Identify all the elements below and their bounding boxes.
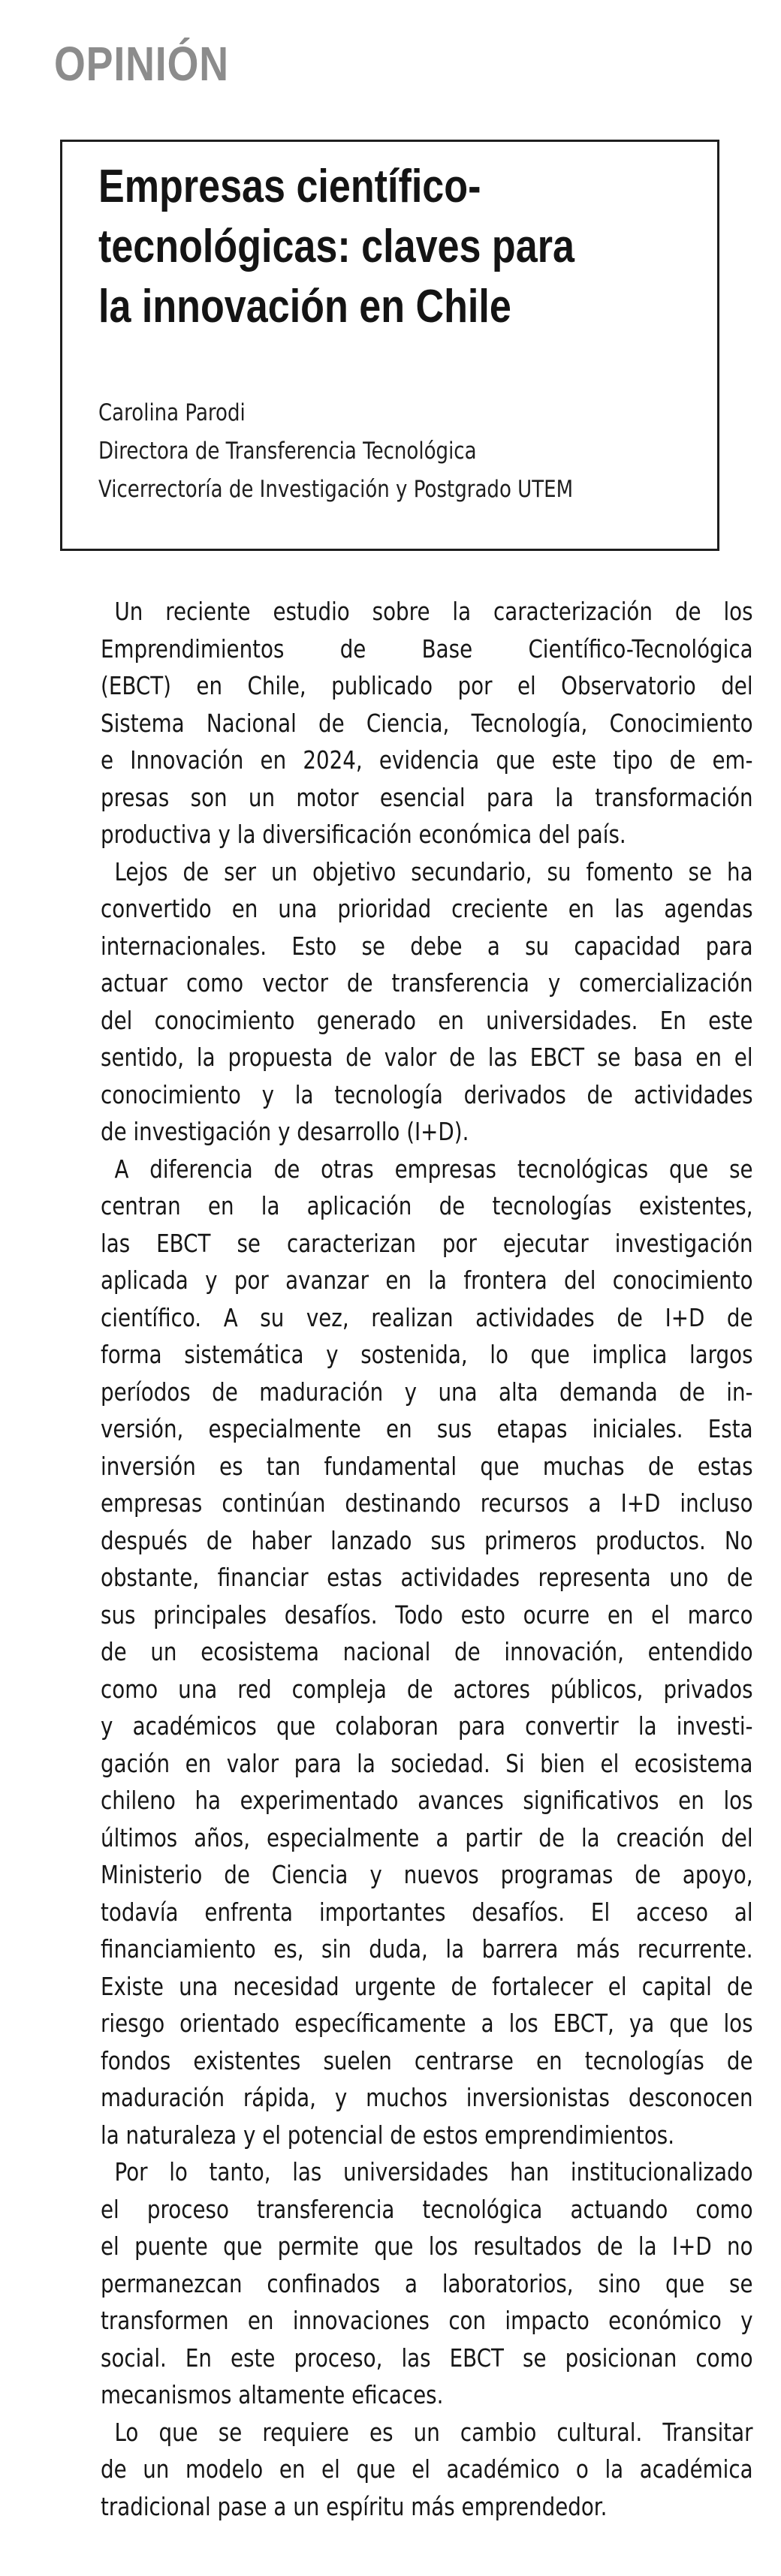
paragraph-line: Por lo tanto, las universidades han institucionalizado xyxy=(114,2157,753,2186)
paragraph-line: riesgo orientado específicamente a los EBCT, ya que los xyxy=(101,2009,753,2038)
paragraph-line: aplicada y por avanzar en la frontera del conocimiento xyxy=(101,1265,753,1295)
headline-line: Empresas científico- xyxy=(98,161,481,212)
paragraph-line: Sistema Nacional de Ciencia, Tecnología, Conocimiento xyxy=(101,708,753,738)
paragraph-line: el proceso transferencia tecnológica actuando como xyxy=(101,2194,753,2224)
paragraph-line: internacionales. Esto se debe a su capacidad para xyxy=(101,931,753,961)
paragraph-line: versión, especialmente en sus etapas iniciales. Esta xyxy=(101,1414,753,1443)
headline-box xyxy=(60,140,719,551)
paragraph-line: del conocimiento generado en universidades. En este xyxy=(101,1005,753,1035)
paragraph-line: centran en la aplicación de tecnologías existentes, xyxy=(101,1191,753,1220)
section-label: OPINIÓN xyxy=(54,37,229,91)
paragraph-line: el puente que permite que los resultados de la I+D no xyxy=(101,2231,753,2261)
paragraph-line: presas son un motor esencial para la transformación xyxy=(101,782,753,812)
byline xyxy=(98,394,704,509)
paragraph-line: Lejos de ser un objetivo secundario, su fomento se ha xyxy=(114,856,753,886)
body-paragraph xyxy=(101,853,753,1151)
article-headline xyxy=(98,157,679,337)
author-role: Directora de Transferencia Tecnológica xyxy=(98,438,477,465)
paragraph-line: Ministerio de Ciencia y nuevos programas de apoyo, xyxy=(101,1860,753,1889)
paragraph-line: empresas continúan destinando recursos a I+D incluso xyxy=(101,1488,753,1518)
paragraph-line: Existe una necesidad urgente de fortalecer el capital de xyxy=(101,1971,753,2001)
paragraph-line: convertido en una prioridad creciente en las agendas xyxy=(101,894,753,923)
body-paragraph xyxy=(101,1151,753,2154)
paragraph-line: sentido, la propuesta de valor de las EBCT se basa en el xyxy=(101,1043,753,1072)
paragraph-line: de un ecosistema nacional de innovación, entendido xyxy=(101,1637,753,1666)
paragraph-line: como una red compleja de actores públicos, privados xyxy=(101,1674,753,1704)
paragraph-line: chileno ha experimentado avances significativos en los xyxy=(101,1786,753,1815)
article-body xyxy=(101,593,753,2525)
paragraph-line: productiva y la diversificación económica del país. xyxy=(101,820,626,849)
paragraph-line: de un modelo en el que el académico o la académica xyxy=(101,2454,753,2484)
paragraph-line: tradicional pase a un espíritu más emprendedor. xyxy=(101,2491,608,2521)
paragraph-line: conocimiento y la tecnología derivados de actividades xyxy=(101,1079,753,1109)
body-paragraph xyxy=(101,2153,753,2414)
body-paragraph xyxy=(101,2414,753,2526)
paragraph-line: A diferencia de otras empresas tecnológicas que se xyxy=(114,1154,753,1184)
paragraph-line: fondos existentes suelen centrarse en tecnologías de xyxy=(101,2045,753,2075)
paragraph-line: las EBCT se caracterizan por ejecutar investigación xyxy=(101,1228,753,1258)
author-affiliation: Vicerrectoría de Investigación y Postgrado UTEM xyxy=(98,476,574,503)
paragraph-line: científico. A su vez, realizan actividades de I+D de xyxy=(101,1302,753,1332)
paragraph-line: Emprendimientos de Base Científico-Tecnológica xyxy=(101,633,753,664)
author-name: Carolina Parodi xyxy=(98,399,246,426)
paragraph-line: actuar como vector de transferencia y comercialización xyxy=(101,968,753,998)
paragraph-line: gación en valor para la sociedad. Si bien el ecosistema xyxy=(101,1748,753,1778)
paragraph-line: todavía enfrenta importantes desafíos. El acceso al xyxy=(101,1897,753,1927)
paragraph-line: inversión es tan fundamental que muchas de estas xyxy=(101,1451,753,1481)
paragraph-line: permanezcan confinados a laboratorios, sino que se xyxy=(101,2268,753,2298)
body-paragraph xyxy=(101,593,753,853)
paragraph-line: y académicos que colaboran para convertir la investi- xyxy=(101,1711,753,1741)
paragraph-line: de investigación y desarrollo (I+D). xyxy=(101,1117,469,1146)
paragraph-line: obstante, financiar estas actividades representa uno de xyxy=(101,1563,753,1592)
paragraph-line: la naturaleza y el potencial de estos emprendimientos. xyxy=(101,2120,675,2150)
paragraph-line: sus principales desafíos. Todo esto ocurre en el marco xyxy=(101,1599,753,1630)
paragraph-line: e Innovación en 2024, evidencia que este tipo de em- xyxy=(101,745,753,775)
paragraph-line: Lo que se requiere es un cambio cultural. Transitar xyxy=(114,2417,753,2447)
paragraph-line: transformen en innovaciones con impacto económico y xyxy=(101,2306,753,2335)
paragraph-line: Un reciente estudio sobre la caracterización de los xyxy=(114,597,753,626)
paragraph-line: financiamiento es, sin duda, la barrera más recurrente. xyxy=(101,1934,753,1964)
paragraph-line: (EBCT) en Chile, publicado por el Observatorio del xyxy=(101,671,753,700)
paragraph-line: mecanismos altamente eficaces. xyxy=(101,2380,444,2409)
paragraph-line: después de haber lanzado sus primeros productos. No xyxy=(101,1525,753,1555)
paragraph-line: últimos años, especialmente a partir de la creación del xyxy=(101,1822,753,1852)
paragraph-line: forma sistemática y sostenida, lo que implica largos xyxy=(101,1340,753,1369)
paragraph-line: períodos de maduración y una alta demanda de in- xyxy=(101,1377,753,1407)
headline-line: tecnológicas: claves para xyxy=(98,221,574,272)
paragraph-line: maduración rápida, y muchos inversionistas desconocen xyxy=(101,2083,753,2112)
paragraph-line: social. En este proceso, las EBCT se posicionan como xyxy=(101,2343,753,2373)
headline-line: la innovación en Chile xyxy=(98,281,511,333)
